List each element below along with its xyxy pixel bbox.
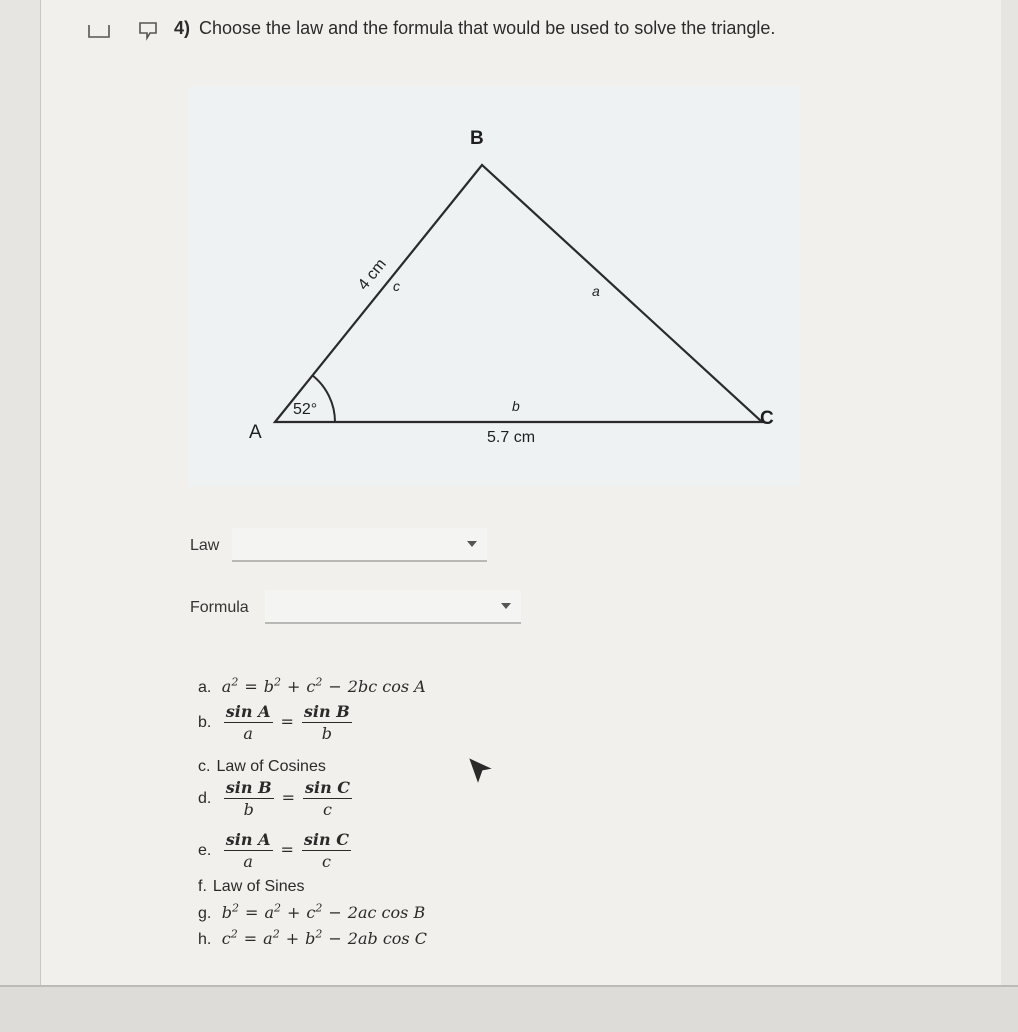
option-letter: c. xyxy=(198,758,211,775)
vertex-b-label: B xyxy=(470,128,484,149)
numerator: sin A xyxy=(225,702,271,721)
page-footer-band xyxy=(0,985,1018,1032)
option-a-term: 2bc cos A xyxy=(347,677,426,697)
denominator: b xyxy=(321,724,332,743)
denominator: c xyxy=(323,800,333,819)
option-a-var: b xyxy=(263,677,274,697)
exponent: 2 xyxy=(272,928,280,941)
exponent: 2 xyxy=(315,928,323,941)
option-letter: e. xyxy=(198,842,212,859)
option-c-text: Law of Cosines xyxy=(216,758,326,775)
denominator: b xyxy=(243,800,254,819)
option-g-var: a xyxy=(264,903,274,923)
denominator: a xyxy=(243,724,253,743)
option-h-var: c xyxy=(221,929,231,949)
bookmark-icon[interactable] xyxy=(88,24,110,43)
exponent: 2 xyxy=(274,902,281,915)
formula-label: Formula xyxy=(190,599,249,616)
option-a-var: a xyxy=(221,677,232,697)
exponent: 2 xyxy=(232,902,240,915)
denominator: c xyxy=(321,852,331,871)
option-letter: f. xyxy=(198,878,207,895)
chevron-down-icon xyxy=(501,603,511,609)
exponent: 2 xyxy=(315,676,323,689)
option-letter: g. xyxy=(198,905,212,923)
angle-a-label: 52° xyxy=(293,401,318,418)
option-g-var: c xyxy=(306,903,316,923)
triangle-shape xyxy=(275,165,762,422)
vertex-a-label: A xyxy=(249,422,262,443)
chevron-down-icon xyxy=(467,541,477,547)
option-b: b. $\frac{\text{sin A}}{a}$ = $\frac{\text{sin B}}{b}$ xyxy=(198,702,350,743)
exponent: 2 xyxy=(274,676,281,689)
option-letter: a. xyxy=(198,679,212,697)
flag-icon[interactable] xyxy=(138,21,160,46)
question-text: Choose the law and the formula that would be used to solve the triangle. xyxy=(199,18,776,38)
numerator: sin C xyxy=(305,778,351,797)
option-letter: h. xyxy=(198,931,212,949)
numerator: sin B xyxy=(225,778,272,797)
exponent: 2 xyxy=(315,902,323,915)
option-letter: b. xyxy=(198,714,212,731)
law-label: Law xyxy=(190,537,220,554)
option-g-term: 2ac cos B xyxy=(347,903,426,923)
mouse-pointer-icon xyxy=(466,755,496,792)
formula-dropdown[interactable] xyxy=(265,590,521,624)
side-c-length: 4 cm xyxy=(354,255,390,294)
option-a: a. $a^2 = b^2 + c^2 - 2bc$ cos A xyxy=(198,676,426,697)
side-b-label: b xyxy=(512,398,520,414)
triangle-figure xyxy=(187,86,799,486)
triangle-diagram xyxy=(187,86,799,486)
option-g-var: b xyxy=(221,903,233,923)
side-b-length: 5.7 cm xyxy=(487,429,536,446)
option-letter: d. xyxy=(198,790,212,807)
numerator: sin B xyxy=(303,702,350,721)
numerator: sin C xyxy=(303,830,349,849)
exponent: 2 xyxy=(230,928,238,941)
option-f-text: Law of Sines xyxy=(212,878,305,895)
option-f xyxy=(198,878,305,896)
option-h-var: b xyxy=(305,929,316,949)
option-e: e. $\frac{\text{sin A}}{a}$ = $\frac{\text{sin C}}{c}$ xyxy=(198,830,349,871)
side-c-label: c xyxy=(393,278,400,294)
option-h-term: 2ab cos C xyxy=(347,929,427,949)
vertex-c-label: C xyxy=(760,408,774,429)
law-dropdown[interactable] xyxy=(232,528,487,562)
question-number: 4) xyxy=(174,18,191,38)
side-a-label: a xyxy=(592,283,600,299)
option-g: g. $b^2 = a^2 + c^2 - 2ac$ cos B xyxy=(198,902,426,923)
exponent: 2 xyxy=(231,676,239,689)
option-c xyxy=(198,758,326,776)
option-d: d. $\frac{\text{sin B}}{b}$ = $\frac{\text{sin C}}{c}$ xyxy=(198,778,351,819)
option-h: h. $c^2 = a^2 + b^2 - 2ab$ cos C xyxy=(198,928,427,949)
numerator: sin A xyxy=(225,830,271,849)
denominator: a xyxy=(243,852,253,871)
option-h-var: a xyxy=(263,929,273,949)
option-a-var: c xyxy=(306,677,316,697)
